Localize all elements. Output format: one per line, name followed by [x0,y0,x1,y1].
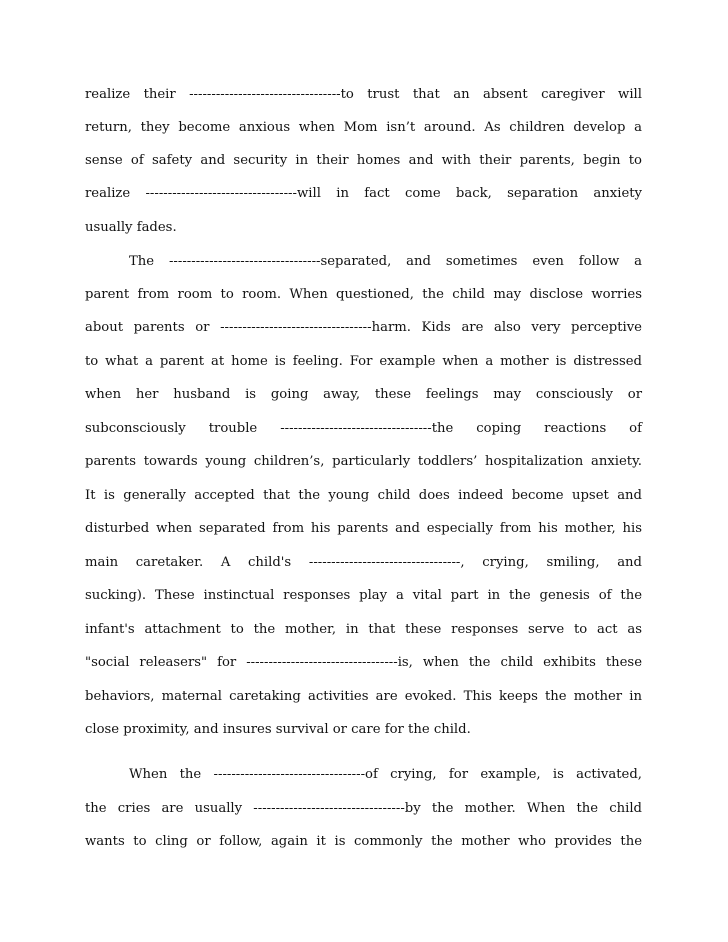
text-line: main caretaker. A child's ----------------------------------, crying, smiling, and [85,555,642,570]
text-line: usually fades. [85,220,177,235]
text-line: realize ----------------------------------will in fact come back, separation anxiety [85,186,642,201]
text-line: subconsciously trouble ----------------------------------the coping reactions of [85,421,642,436]
text-line: behaviors, maternal caretaking activities are evoked. This keeps the mother in [85,689,642,704]
text-line: parents towards young children’s, particularly toddlers’ hospitalization anxiety. [85,454,642,469]
text-line: sucking). These instinctual responses play a vital part in the genesis of the [85,588,642,603]
text-line: wants to cling or follow, again it is commonly the mother who provides the [85,834,642,849]
text-line: the cries are usually ----------------------------------by the mother. When the child [85,801,642,816]
text-line: The ----------------------------------separated, and sometimes even follow a [129,254,642,269]
text-line: return, they become anxious when Mom isn’t around. As children develop a [85,120,642,135]
text-line: close proximity, and insures survival or care for the child. [85,722,471,737]
text-line: It is generally accepted that the young child does indeed become upset and [85,488,642,503]
text-line: parent from room to room. When questioned, the child may disclose worries [85,287,642,302]
text-line: infant's attachment to the mother, in that these responses serve to act as [85,622,642,637]
text-line: about parents or ----------------------------------harm. Kids are also very perceptive [85,320,642,335]
text-line: when her husband is going away, these feelings may consciously or [85,387,642,402]
text-line: When the ----------------------------------of crying, for example, is activated, [129,767,642,782]
text-line: sense of safety and security in their homes and with their parents, begin to [85,153,642,168]
text-line: realize their ----------------------------------to trust that an absent caregiver will [85,87,642,102]
text-line: to what a parent at home is feeling. For example when a mother is distressed [85,354,642,369]
text-line: disturbed when separated from his parents and especially from his mother, his [85,521,642,536]
text-line: "social releasers" for ----------------------------------is, when the child exhibits these [85,655,642,670]
